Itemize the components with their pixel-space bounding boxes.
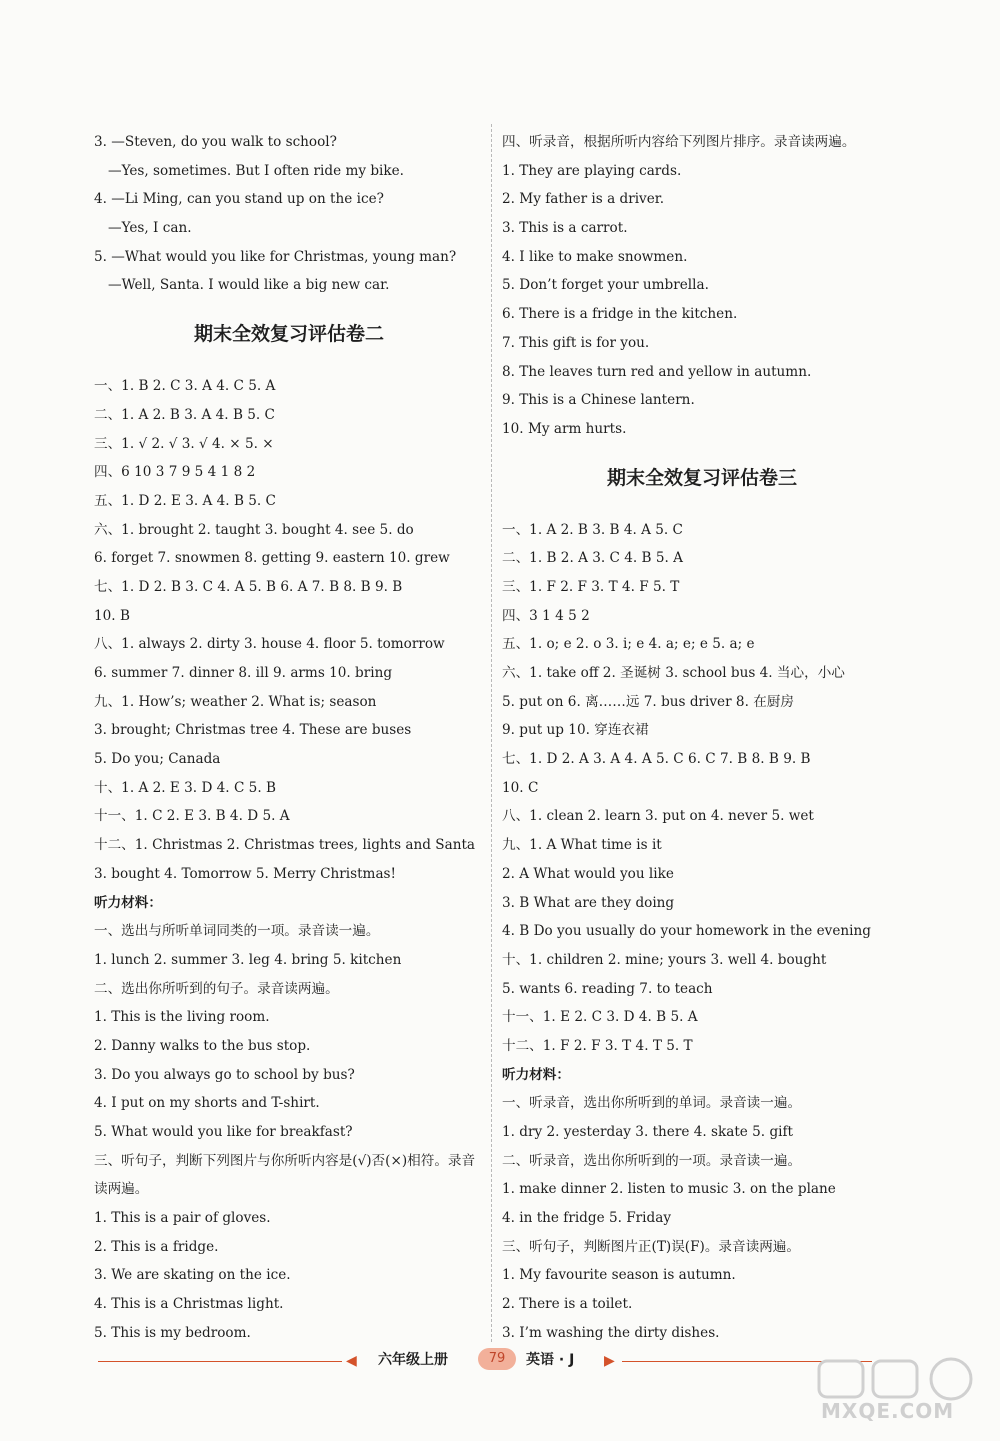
answer-line: 四、3 1 4 5 2 bbox=[502, 607, 590, 624]
answer-line: 十一、1. E 2. C 3. D 4. B 5. A bbox=[502, 1009, 698, 1026]
answer-line: 二、选出你所听到的句子。录音读两遍。 bbox=[94, 980, 339, 997]
answer-line: 6. forget 7. snowmen 8. getting 9. eastern 10. grew bbox=[94, 550, 450, 567]
answer-line: 3. B What are they doing bbox=[502, 894, 675, 911]
answer-line: 十二、1. F 2. F 3. T 4. T 5. T bbox=[502, 1037, 693, 1054]
answer-line: 2. This is a fridge. bbox=[94, 1238, 219, 1255]
column-divider bbox=[491, 124, 492, 1342]
answer-line: 二、1. B 2. A 3. C 4. B 5. A bbox=[502, 550, 683, 567]
answer-line: 三、听句子，判断下列图片与你所听内容是(√)否(×)相符。录音读两遍。 bbox=[94, 1152, 476, 1198]
answer-line: 三、1. F 2. F 3. T 4. F 5. T bbox=[502, 578, 680, 595]
answer-line: 5. What would you like for breakfast? bbox=[94, 1124, 353, 1140]
answer-line: 3. —Steven, do you walk to school? bbox=[94, 134, 337, 150]
answer-line: 5. Do you; Canada bbox=[94, 751, 221, 768]
answer-line: 九、1. A What time is it bbox=[502, 837, 662, 854]
section-title: 期末全效复习评估卷三 bbox=[606, 466, 797, 489]
answer-line: 2. Danny walks to the bus stop. bbox=[94, 1037, 311, 1054]
answer-line: 3. We are skating on the ice. bbox=[94, 1267, 291, 1284]
answer-line: 一、1. A 2. B 3. B 4. A 5. C bbox=[502, 521, 683, 538]
footer-grade: 六年级上册 bbox=[378, 1352, 448, 1368]
answer-line: 一、听录音，选出你所听到的单词。录音读一遍。 bbox=[502, 1095, 802, 1112]
answer-line: 六、1. take off 2. 圣诞树 3. school bus 4. 当心，小心 bbox=[502, 665, 845, 681]
answer-line: 八、1. clean 2. learn 3. put on 4. never 5. wet bbox=[502, 808, 814, 825]
answer-line: 5. Don’t forget your umbrella. bbox=[502, 277, 709, 294]
section-heading: 听力材料： bbox=[502, 1066, 570, 1083]
answer-line: 十、1. A 2. E 3. D 4. C 5. B bbox=[94, 779, 276, 796]
answer-line: 4. I put on my shorts and T-shirt. bbox=[94, 1095, 320, 1112]
answer-line: 6. There is a fridge in the kitchen. bbox=[502, 306, 738, 323]
answer-line: 六、1. brought 2. taught 3. bought 4. see 5. do bbox=[94, 521, 414, 538]
answer-line: 3. This is a carrot. bbox=[502, 220, 628, 237]
watermark-logo-icon bbox=[815, 1355, 985, 1401]
answer-line: 九、1. How’s; weather 2. What is; season bbox=[94, 693, 377, 710]
answer-line: 4. in the fridge 5. Friday bbox=[502, 1210, 671, 1227]
answer-line: —Yes, sometimes. But I often ride my bike. bbox=[108, 162, 404, 179]
answer-line: 七、1. D 2. B 3. C 4. A 5. B 6. A 7. B 8. B 9. B bbox=[94, 578, 403, 595]
answer-line: 4. B Do you usually do your homework in the evening bbox=[502, 923, 871, 940]
answer-line: 四、6 10 3 7 9 5 4 1 8 2 bbox=[94, 464, 256, 481]
answer-line: 十二、1. Christmas 2. Christmas trees, lights and Santa bbox=[94, 837, 476, 854]
answer-line: 1. My favourite season is autumn. bbox=[502, 1267, 736, 1284]
answer-line: 三、听句子，判断图片正(T)误(F)。录音读两遍。 bbox=[502, 1238, 800, 1255]
answer-line: 4. —Li Ming, can you stand up on the ice? bbox=[94, 191, 384, 208]
answer-line: 2. My father is a driver. bbox=[502, 191, 665, 208]
answer-line: 5. put on 6. 离……远 7. bus driver 8. 在厨房 bbox=[502, 693, 794, 710]
answer-line: 1. This is the living room. bbox=[94, 1009, 270, 1026]
answer-line: 10. B bbox=[94, 607, 130, 624]
answer-line: 1. make dinner 2. listen to music 3. on the plane bbox=[502, 1181, 836, 1198]
answer-line: —Well, Santa. I would like a big new car. bbox=[108, 277, 390, 294]
section-title: 期末全效复习评估卷二 bbox=[193, 323, 384, 346]
answer-line: 八、1. always 2. dirty 3. house 4. floor 5. tomorrow bbox=[94, 636, 445, 653]
answer-line: 二、听录音，选出你所听到的一项。录音读一遍。 bbox=[502, 1152, 802, 1169]
answer-line: 5. This is my bedroom. bbox=[94, 1324, 251, 1341]
answer-line: 1. lunch 2. summer 3. leg 4. bring 5. kitchen bbox=[94, 951, 402, 968]
answer-line: 9. This is a Chinese lantern. bbox=[502, 392, 695, 409]
answer-line: 2. A What would you like bbox=[502, 865, 674, 882]
left-column bbox=[94, 128, 484, 1348]
answer-line: 3. bought 4. Tomorrow 5. Merry Christmas! bbox=[94, 865, 396, 882]
answer-line: 二、1. A 2. B 3. A 4. B 5. C bbox=[94, 406, 275, 423]
section-heading: 听力材料： bbox=[94, 894, 162, 911]
right-column bbox=[502, 128, 902, 1348]
answer-line: 9. put up 10. 穿连衣裙 bbox=[502, 722, 649, 739]
watermark-text: MXQE.COM bbox=[821, 1399, 955, 1423]
answer-line: 7. This gift is for you. bbox=[502, 334, 650, 351]
answer-line: 一、选出与所听单词同类的一项。录音读一遍。 bbox=[94, 923, 380, 940]
answer-line: 10. My arm hurts. bbox=[502, 420, 627, 437]
answer-line: 4. This is a Christmas light. bbox=[94, 1296, 284, 1313]
answer-line: 1. This is a pair of gloves. bbox=[94, 1210, 271, 1227]
answer-line: 3. brought; Christmas tree 4. These are buses bbox=[94, 722, 412, 739]
footer-rule-left bbox=[98, 1361, 342, 1362]
answer-line: 3. I’m washing the dirty dishes. bbox=[502, 1324, 720, 1341]
answer-line: 三、1. √ 2. √ 3. √ 4. × 5. × bbox=[94, 435, 274, 452]
answer-line: 4. I like to make snowmen. bbox=[502, 248, 688, 265]
watermark-logo bbox=[815, 1355, 985, 1425]
footer-arrow-left-icon: ◀ bbox=[346, 1353, 357, 1369]
answer-line: 十一、1. C 2. E 3. B 4. D 5. A bbox=[94, 808, 290, 825]
footer-arrow-right-icon: ▶ bbox=[604, 1353, 615, 1369]
answer-line: —Yes, I can. bbox=[108, 220, 192, 237]
answer-line: 1. They are playing cards. bbox=[502, 162, 682, 179]
footer-subject: 英语 · J bbox=[526, 1352, 575, 1368]
answer-line: 3. Do you always go to school by bus? bbox=[94, 1066, 355, 1083]
answer-line: 十、1. children 2. mine; yours 3. well 4. bought bbox=[502, 951, 827, 968]
answer-line: 6. summer 7. dinner 8. ill 9. arms 10. bring bbox=[94, 665, 393, 681]
answer-line: 8. The leaves turn red and yellow in autumn. bbox=[502, 363, 812, 380]
answer-line: 四、听录音，根据所听内容给下列图片排序。录音读两遍。 bbox=[502, 134, 856, 150]
answer-line: 七、1. D 2. A 3. A 4. A 5. C 6. C 7. B 8. B 9. B bbox=[502, 751, 811, 768]
answer-line: 1. dry 2. yesterday 3. there 4. skate 5. gift bbox=[502, 1124, 793, 1140]
answer-line: 10. C bbox=[502, 779, 539, 796]
answer-line: 2. There is a toilet. bbox=[502, 1296, 633, 1313]
answer-line: 5. —What would you like for Christmas, young man? bbox=[94, 248, 457, 265]
answer-line: 五、1. D 2. E 3. A 4. B 5. C bbox=[94, 492, 276, 509]
page-number: 79 bbox=[478, 1348, 516, 1370]
answer-line: 一、1. B 2. C 3. A 4. C 5. A bbox=[94, 378, 276, 395]
answer-line: 5. wants 6. reading 7. to teach bbox=[502, 980, 713, 997]
answer-line: 五、1. o; e 2. o 3. i; e 4. a; e; e 5. a; e bbox=[502, 636, 755, 653]
